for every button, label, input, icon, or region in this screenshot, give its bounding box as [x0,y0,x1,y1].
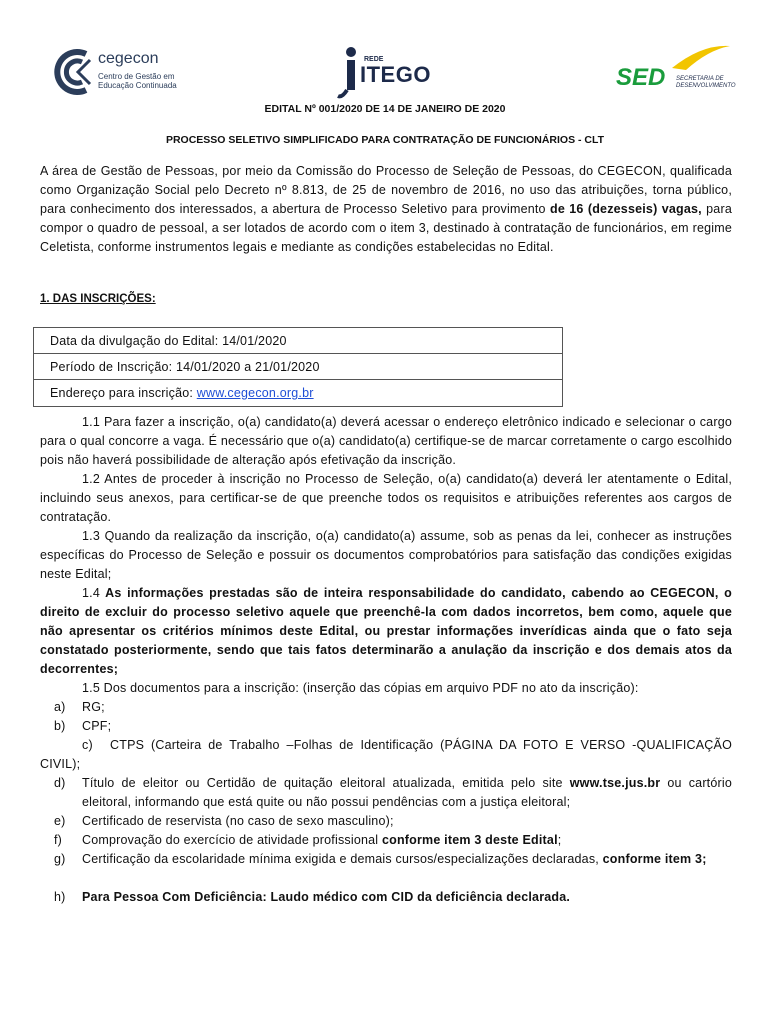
tse-site: www.tse.jus.br [569,776,661,790]
item-number: 1.1 [82,415,100,429]
publication-date: Data da divulgação do Edital: 14/01/2020 [34,328,562,354]
intro-paragraph [40,162,732,257]
doc-label: b) [54,719,66,733]
section-1-title: 1. DAS INSCRIÇÕES: [40,293,156,305]
sed-name: SED [616,64,666,91]
itego-logo [336,40,446,104]
doc-bold: conforme item 3; [602,852,707,866]
doc-label: a) [54,700,66,714]
item-number: 1.5 [82,681,100,695]
doc-label: g) [54,852,66,866]
itego-name: ITEGO [360,62,431,87]
item-1-5 [40,679,732,698]
doc-c [40,736,732,774]
cegecon-subtitle: Centro de Gestão em Educação Continuada [98,72,177,90]
doc-g [54,850,732,869]
item-text: As informações prestadas são de inteira responsabilidade do candidato, cabendo ao CEGECON, o direito de excluir do processo seletivo aquele que preenchê-la com dados incorretos, bem como, aquele que não apresentar os critérios mínimos deste Edital, ou prestar informações inverídicas ainda que o fato seja constatado posteriormente, sendo que tais fatos determinarão a anulação da inscrição e dos demais atos da decorrentes; [40,586,732,676]
item-1-3 [40,527,732,584]
inscription-period: Período de Inscrição: 14/01/2020 a 21/01/2020 [34,354,562,380]
doc-text: ; [557,833,562,847]
doc-label: c) [82,738,93,752]
item-1-4 [40,584,732,679]
edital-title: EDITAL Nº 001/2020 DE 14 DE JANEIRO DE 2020 [264,103,506,115]
item-number: 1.4 [82,586,100,600]
inscription-address [34,380,562,406]
address-label: Endereço para inscrição: [50,386,197,400]
doc-bold: conforme item 3 deste Edital [381,833,558,847]
cegecon-link[interactable]: www.cegecon.org.br [196,386,314,400]
intro-text-1: A área de Gestão de Pessoas, por meio da Comissão do Processo de Seleção de Pessoas, do CEGECON, qualificada como Organização Social pelo Decreto nº 8.813, de 25 de novembro de 2016, no uso das atribuições, torna público, para conhecimento dos interessados, a abertura de Processo Seletivo para provimento [40,164,732,216]
item-text: Quando da realização da inscrição, o(a) candidato(a) assume, sob as penas da lei, conhecer as instruções específicas do Processo de Seleção e possuir os documentos comprobatórios para satisfação das condições exigidas neste Edital; [40,529,732,581]
doc-text: Certificação da escolaridade mínima exigida e demais cursos/especializações declaradas, [82,852,603,866]
doc-text: Certificado de reservista (no caso de sexo masculino); [82,814,394,828]
doc-text: Comprovação do exercício de atividade profissional [82,833,382,847]
sed-logo [612,40,736,104]
doc-text: CTPS (Carteira de Trabalho –Folhas de Identificação (PÁGINA DA FOTO E VERSO -QUALIFICAÇÃO CIVIL); [40,738,732,771]
doc-label: d) [54,776,66,790]
sed-subtitle: SECRETARIA DE DESENVOLVIMENTO [676,76,736,89]
header-logos [0,40,770,104]
doc-text: RG; [82,700,105,714]
doc-label: f) [54,833,63,847]
item-1-1 [40,413,732,470]
doc-text: ou cartório eleitoral, informando que está quite ou não possui pendências com a justiça eleitoral; [82,776,732,809]
item-text: Dos documentos para a inscrição: (inserção das cópias em arquivo PDF no ato da inscrição): [99,681,639,695]
doc-text: Título de eleitor ou Certidão de quitação eleitoral atualizada, emitida pelo site [82,776,570,790]
doc-d [54,774,732,812]
item-1-2 [40,470,732,527]
item-number: 1.2 [82,472,100,486]
doc-a [54,698,732,717]
inscription-info-box [33,327,563,407]
doc-text: Para Pessoa Com Deficiência: Laudo médico com CID da deficiência declarada. [82,890,571,904]
doc-label: h) [54,890,66,904]
cegecon-name: cegecon [98,50,159,67]
item-text: Antes de proceder à inscrição no Processo de Seleção, o(a) candidato(a) deverá ler atentamente o Edital, incluindo seus anexos, para certificar-se de que preenche todos os requisitos e atribuições referentes aos cargos de contratação. [40,472,732,524]
item-number: 1.3 [82,529,100,543]
item-text: Para fazer a inscrição, o(a) candidato(a) deverá acessar o endereço eletrônico indicado e selecionar o cargo para o qual concorre a vaga. É necessário que o(a) candidato(a) certifique-se de marcar corretamente o cargo escolhido pois não haverá possibilidade de alteração após efetivação da inscrição. [40,415,732,467]
doc-f [54,831,732,850]
doc-h [54,888,732,907]
itego-mark-icon [336,40,360,100]
doc-b [54,717,732,736]
intro-vacancies: de 16 (dezesseis) vagas, [549,202,702,216]
doc-label: e) [54,814,66,828]
intro-text-2: para compor o quadro de pessoal, a ser lotados de acordo com o item 3, destinado à contratação de funcionários, em regime Celetista, conforme instrumentos legais e mediante as condições estabelecidas no Edital. [40,202,732,254]
doc-text: CPF; [82,719,112,733]
itego-rede: REDE [364,56,384,63]
cegecon-mark-icon [50,40,96,104]
cegecon-logo [50,40,240,104]
process-title: PROCESSO SELETIVO SIMPLIFICADO PARA CONTRATAÇÃO DE FUNCIONÁRIOS - CLT [165,134,605,146]
doc-e [54,812,732,831]
